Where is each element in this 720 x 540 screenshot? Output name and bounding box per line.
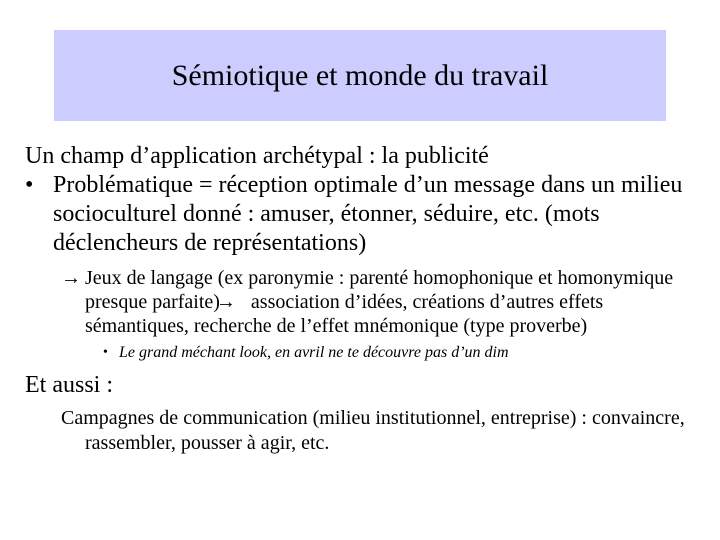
bullet-problematique-text: Problématique = réception optimale d’un message dans un milieu socioculturel donné : amuser, étonner, séduire, etc. (mots déclencheurs de représentations) xyxy=(53,172,683,256)
bullet-problematique xyxy=(25,171,705,258)
arrow-right-icon: → xyxy=(215,291,236,313)
example-item xyxy=(103,343,705,363)
title-box xyxy=(54,30,666,121)
campagnes-text: Campagnes de communication (milieu institutionnel, entreprise) : convaincre, rassembler, pousser à agir, etc. xyxy=(61,407,685,454)
slide-body xyxy=(25,142,705,456)
example-text: Le grand méchant look, en avril ne te découvre pas d’un dim xyxy=(119,344,509,361)
bullet-dot-small: • xyxy=(103,345,108,360)
sub-point-part1: Jeux de langage (ex paronymie : parenté homophonique et homonymique presque parfaite) xyxy=(85,267,674,313)
sub-point-jeux-de-langage xyxy=(61,266,705,338)
slide-title: Sémiotique et monde du travail xyxy=(171,58,549,92)
arrow-right-icon: → xyxy=(61,267,81,289)
bullet-dot: • xyxy=(25,172,34,198)
et-aussi-heading: Et aussi : xyxy=(25,372,113,398)
intro-line: Un champ d’application archétypal : la publicité xyxy=(25,143,489,169)
sub-point-part2: association d’idées, créations d’autres effets sémantiques, recherche de l’effet mnémonique (type proverbe) xyxy=(85,291,604,337)
